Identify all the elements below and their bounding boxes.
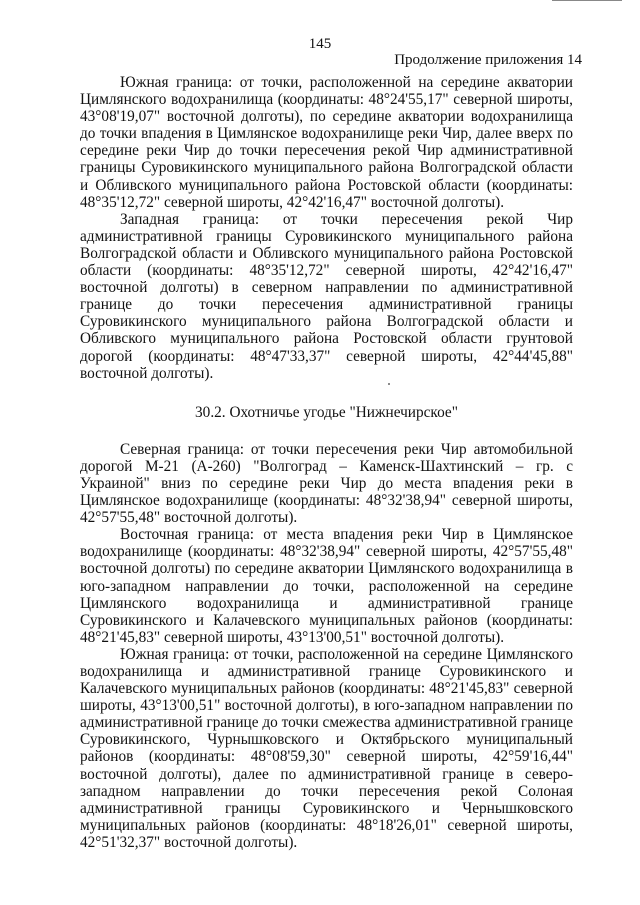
paragraph-south-border-1: Южная граница: от точки, расположенной на середине акватории Цимлянского водохранилища (координаты: 48°24'55,17" северной широты, 43°08'19,07" восточной долготы), по середине акватории водохранилища до точки впадения в Цимлянское водохранилище реки Чир, далее вверх по середине реки Чир до точки пересечения рекой Чир административной границы Суровикинского муниципального района Волгоградской области и Обливского муниципального района Ростовской области (координаты: 48°35'12,72" северной широты, 42°42'16,47" восточной долготы).: [80, 74, 573, 211]
paragraph-west-border: Западная граница: от точки пересечения рекой Чир административной границы Суровикинского муниципального района Волгоградской области и Обливского муниципального района Ростовской области (координаты: 48°35'12,72" северной широты, 42°42'16,47" восточной долготы) в северном направлении по административной границе до точки пересечения административной границы Суровикинского муниципального района Волгоградской области и Обливского муниципального района Ростовской области грунтовой дорогой (координаты: 48°47'33,37" северной широты, 42°44'45,88" восточной долготы).: [80, 210, 573, 382]
running-header: Продолжение приложения 14: [394, 52, 582, 68]
paragraph-east-border: Восточная граница: от места впадения реки Чир в Цимлянское водохранилище (координаты: 48°32'38,94" северной широты, 42°57'55,48" восточной долготы) по середине акватории Цимлянского водохранилища в юго-западном направлении до точки, расположенной на середине Цимлянского водохранилища и административной границе Суровикинского и Калачевского муниципальных районов (координаты: 48°21'45,83" северной широты, 43°13'00,51" восточной долготы).: [80, 526, 573, 646]
scan-speck: [388, 383, 390, 385]
scan-edge-line: [552, 0, 622, 2]
paragraph-south-border-2: Южная граница: от точки, расположенной на середине Цимлянского водохранилища и административной границе Суровикинского и Калачевского муниципальных районов (координаты: 48°21'45,83" северной широты, 43°13'00,51" восточной долготы), в юго-западном направлении по административной границе до точки смежества административной границе Суровикинского, Чурнышковского и Октябрьского муниципальный районов (координаты: 48°08'59,30" северной широты, 42°59'16,44" восточной долготы), далее по административной границе в северо-западном направлении до точки пересечения рекой Солоная административной границы Суровикинского и Чернышковского муниципальных районов (координаты: 48°18'26,01" северной широты, 42°51'32,37" восточной долготы).: [80, 645, 573, 851]
document-body: [80, 74, 573, 851]
paragraph-north-border: Северная граница: от точки пересечения реки Чир автомобильной дорогой М-21 (А-260) "Волгоград – Каменск-Шахтинский – гр. с Украиной" вниз по середине реки Чир до места впадения реки в Цимлянское водохранилище (координаты: 48°32'38,94" северной широты, 42°57'55,48" восточной долготы).: [80, 440, 573, 527]
page-number: 145: [308, 36, 332, 52]
section-heading: 30.2. Охотничье угодье "Нижнечирское": [195, 403, 458, 421]
